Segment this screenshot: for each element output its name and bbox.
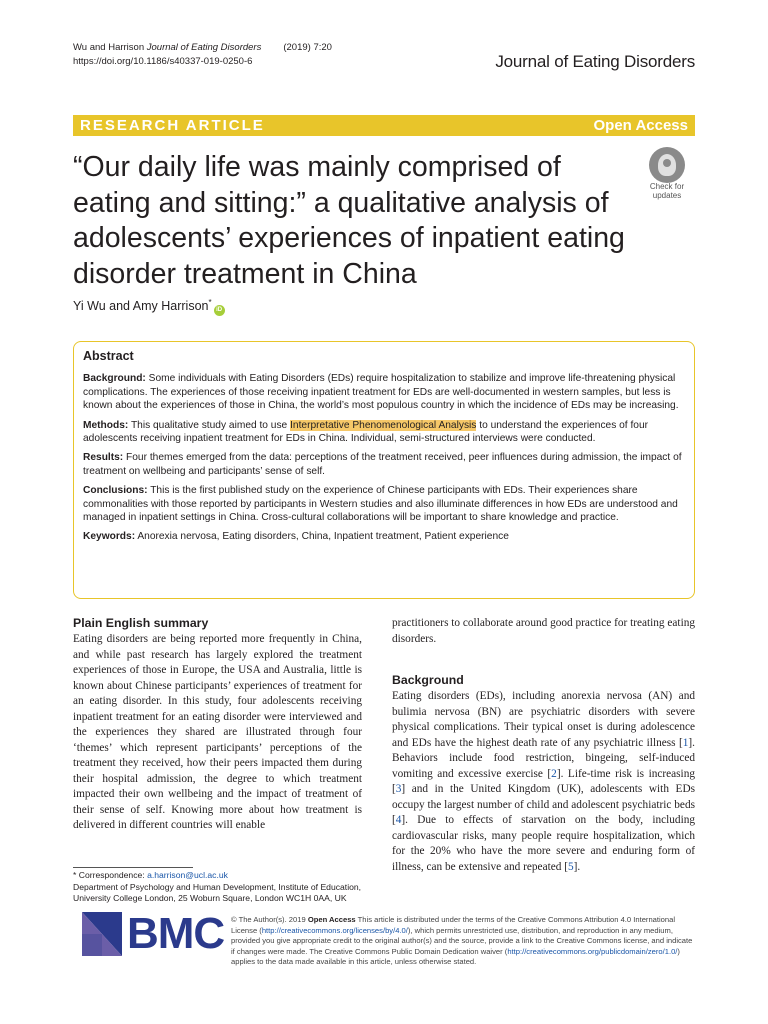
citation-link[interactable]: 1 xyxy=(682,736,689,749)
abstract-results: Results: Four themes emerged from the data: perceptions of the treatment received, peer influences during admission, the impact of treatment on wellbeing and participants’ sense of self. xyxy=(83,452,682,477)
abstract-box xyxy=(73,341,695,599)
citation-header xyxy=(73,41,332,69)
author-names: Yi Wu and Amy Harrison xyxy=(73,299,209,314)
badge-line-2: updates xyxy=(652,191,682,200)
abstract-heading: Abstract xyxy=(83,349,134,363)
abstract-keywords: Keywords: Anorexia nervosa, Eating disorders, China, Inpatient treatment, Patient experience xyxy=(83,531,509,543)
corresponding-mark: * xyxy=(208,298,212,307)
left-column xyxy=(73,616,362,834)
orcid-icon[interactable]: iD xyxy=(214,305,225,316)
cc-zero-link[interactable]: http://creativecommons.org/publicdomain/zero/1.0/ xyxy=(507,946,678,956)
header-authors: Wu and Harrison xyxy=(73,42,145,53)
doi-link[interactable]: https://doi.org/10.1186/s40337-019-0250-6 xyxy=(73,56,253,67)
plain-summary-heading: Plain English summary xyxy=(73,616,209,630)
highlighted-text: Interpretative Phenomenological Analysis xyxy=(290,419,477,431)
article-type-label: RESEARCH ARTICLE xyxy=(80,117,265,134)
badge-line-1: Check for xyxy=(649,182,685,191)
open-access-label: Open Access xyxy=(593,117,688,134)
citation-link[interactable]: 5 xyxy=(567,860,574,873)
article-title: “Our daily life was mainly comprised of eating and sitting:” a qualitative analysis of adolescents’ experiences of inpatient eating disorder treatment in China xyxy=(73,151,625,290)
abstract-conclusions: Conclusions: This is the first published study on the experience of Chinese participants with EDs. Their experiences share commonalities with those reported by participants in Western studies and also illuminate differences in how EDs are understood and managed in inpatient settings in China. Cross-cultural collaborations will be important to share knowledge and practice. xyxy=(83,485,678,524)
bmc-logo-text: BMC xyxy=(127,909,225,958)
bmc-logo-mark xyxy=(82,912,122,956)
citation-link[interactable]: 2 xyxy=(551,767,557,780)
abstract-background: Background: Some individuals with Eating Disorders (EDs) require hospitalization to stabilize and improve life-threatening physical complications. The experiences of those receiving inpatient treatment for EDs are well-documented in western samples, but less is known about the experiences of those in China, the world’s most populous country in which the incidence of EDs may be increasing. xyxy=(83,373,679,412)
license-text: © The Author(s). 2019 Open Access This article is distributed under the terms of the Creative Commons Attribution 4.0 International License (http://creativecommons.org/licenses/by/4.0/), which permits unrestricted use, distribution, and reproduction in any medium, provided you give appropriate credit to the original author(s) and the source, provide a link to the Creative Commons license, and indicate if changes were made. The Creative Commons Public Domain Dedication waiver (http://creativecommons.org/publicdomain/zero/1.0/) applies to the data made available in this article, unless otherwise stated. xyxy=(231,915,693,967)
header-year-volume: (2019) 7:20 xyxy=(283,42,332,53)
citation-link[interactable]: 3 xyxy=(395,783,402,795)
background-heading: Background xyxy=(392,673,464,687)
bmc-logo xyxy=(82,909,225,958)
summary-continuation: practitioners to collaborate around good practice for treating eating disorders. xyxy=(392,617,696,645)
citation-link[interactable]: 4 xyxy=(395,814,402,826)
background-text: Eating disorders (EDs), including anorexia nervosa (AN) and bulimia nervosa (BN) are psychiatric disorders with severe physical complications. Their typical onset is during adolescence and EDs have the highest death rate of any psychiatric illness [1]. Behaviors include food restriction, bingeing, self-induced vomiting and excessive exercise [2]. Life-time risk is increasing [3] and in the United Kingdom (UK), adolescents with EDs occupy the largest number of child and adolescent psychiatric beds [4]. Due to effects of starvation on the body, including cardiovascular risks, many people require hospitalization, which for the 20% who have the more severe and enduring form of illness, can be extensive and repeated [5]. xyxy=(392,690,695,873)
abstract-methods: Methods: This qualitative study aimed to use Interpretative Phenomenological Analysis to understand the experiences of four adolescents receiving inpatient treatment for EDs in China. Individual, semi-structured interviews were conducted. xyxy=(83,419,649,445)
author-line xyxy=(73,298,225,316)
check-for-updates-badge[interactable] xyxy=(641,147,693,203)
footnote-rule xyxy=(73,867,193,868)
correspondence-footnote: * Correspondence: a.harrison@ucl.ac.uk Department of Psychology and Human Development, Institute of Education, University College London, 25 Woburn Square, London WC1H 0AA, UK xyxy=(73,870,373,905)
cc-license-link[interactable]: http://creativecommons.org/licenses/by/4.0/ xyxy=(261,925,408,935)
right-column xyxy=(392,616,695,875)
email-link[interactable]: a.harrison@ucl.ac.uk xyxy=(147,870,228,880)
plain-summary-text: Eating disorders are being reported more frequently in China, and while past research has largely explored the treatment experiences of those in Europe, the USA and Australia, little is known about Chinese participants’ experiences of treatment for an eating disorder. In this study, four adolescents receiving inpatient treatment for an eating disorder were interviewed and the experiences they shared are illustrated through four ‘themes’ which represent participants’ perceptions of the treatment they received, how their peers impacted them during their hospital admission, the degree to which treatment impacted their own wellbeing and the impact of treatment of their sense of self. Knowing more about how treatment is delivered in different countries will enable xyxy=(73,633,362,831)
journal-name: Journal of Eating Disorders xyxy=(495,52,695,71)
crossmark-icon xyxy=(649,147,685,183)
header-journal: Journal of Eating Disorders xyxy=(146,42,262,53)
affiliation: Department of Psychology and Human Development, Institute of Education, University College London, 25 Woburn Square, London WC1H 0AA, UK xyxy=(73,881,362,904)
article-type-banner xyxy=(73,115,695,136)
